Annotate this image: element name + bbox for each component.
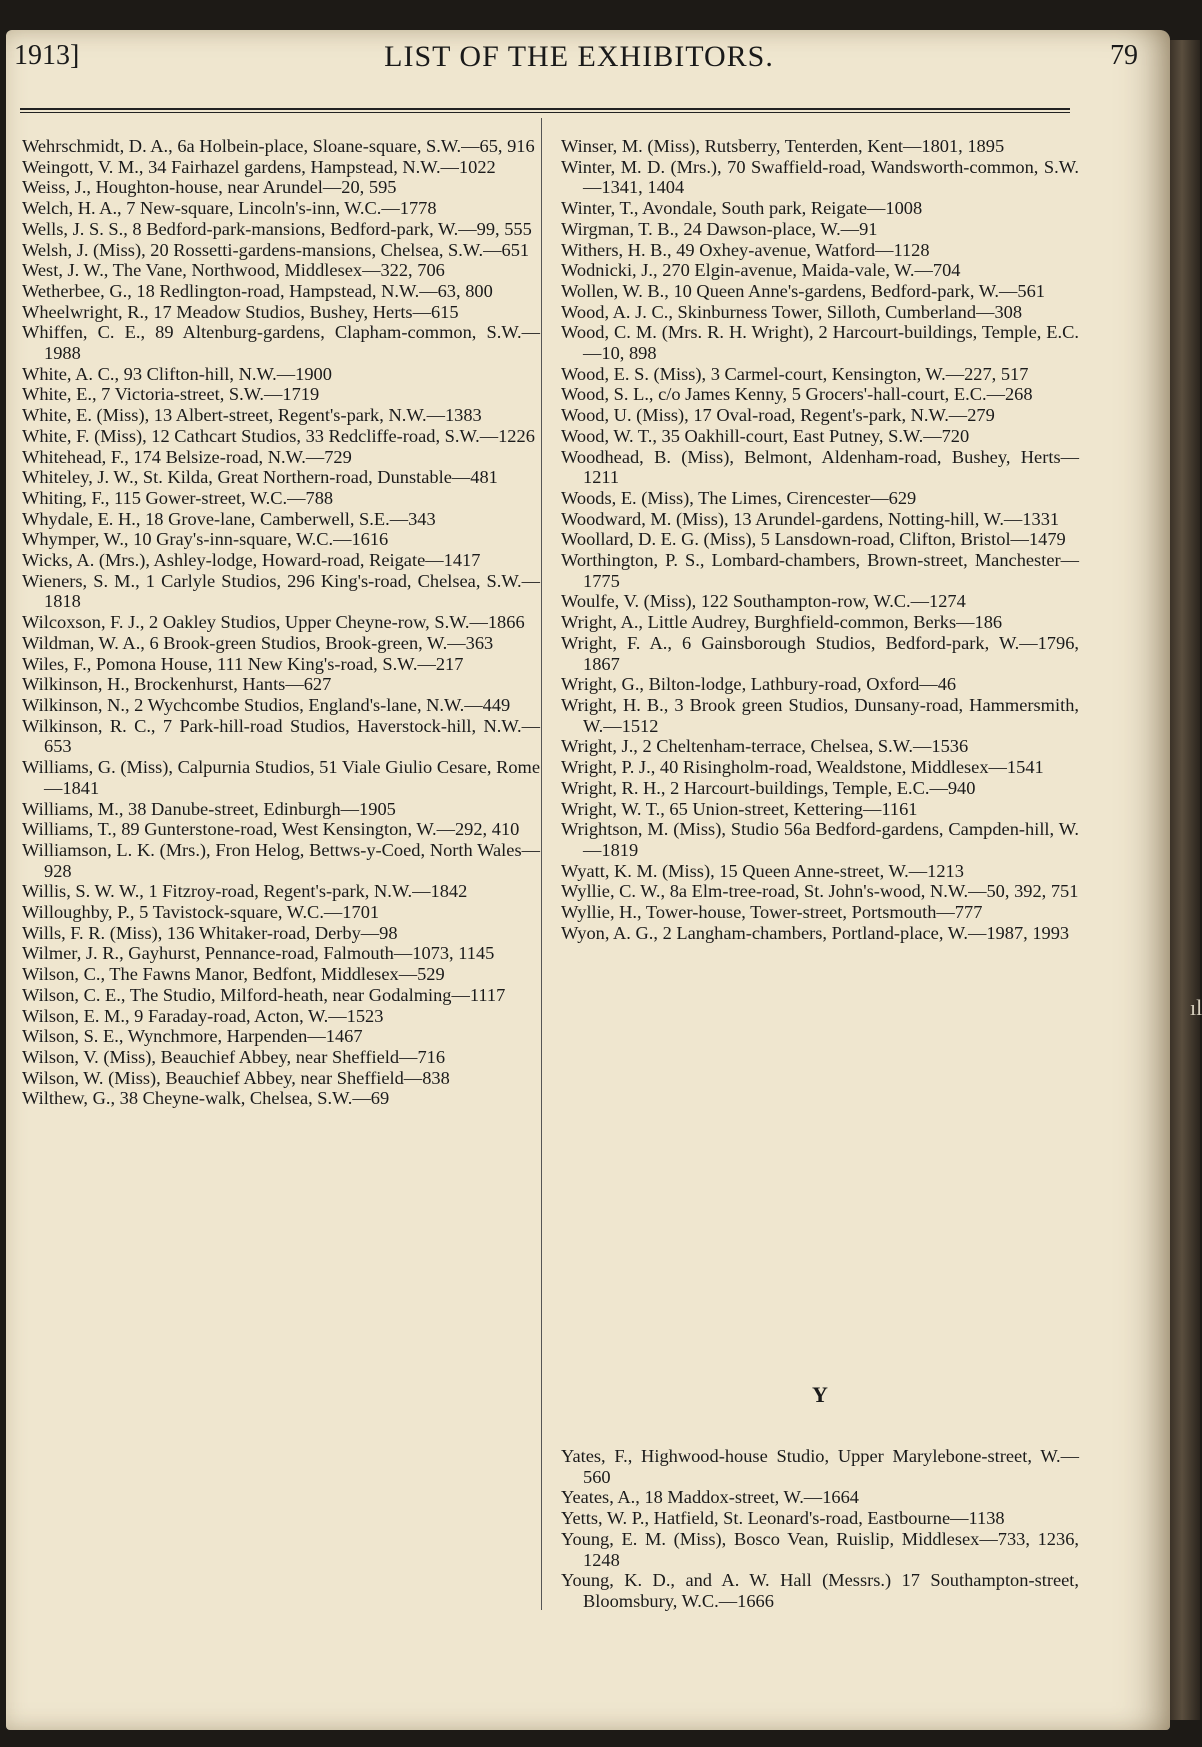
exhibitor-entry: Wyllie, H., Tower-house, Tower-street, Portsmouth—777	[561, 902, 983, 923]
exhibitor-entry: Wehrschmidt, D. A., 6a Holbein-place, Sloane-square, S.W.—65, 916	[22, 136, 535, 156]
exhibitor-entry: Wyon, A. G., 2 Langham-chambers, Portland-place, W.—1987, 1993	[561, 922, 1070, 943]
exhibitor-entry: Woods, E. (Miss), The Limes, Cirencester—629	[561, 487, 917, 508]
exhibitor-entry: Willis, S. W. W., 1 Fitzroy-road, Regent's-park, N.W.—1842	[22, 881, 468, 902]
exhibitor-entry: Wright, R. H., 2 Harcourt-buildings, Temple, E.C.—940	[561, 777, 976, 798]
exhibitor-entry: Willoughby, P., 5 Tavistock-square, W.C.—1701	[22, 902, 380, 923]
exhibitor-entry: Worthington, P. S., Lombard-chambers, Brown-street, Manchester—1775	[561, 550, 1079, 591]
exhibitor-entry: White, F. (Miss), 12 Cathcart Studios, 33 Redcliffe-road, S.W.—1226	[22, 425, 535, 446]
exhibitor-entry: Williams, T., 89 Gunterstone-road, West Kensington, W.—292, 410	[22, 819, 520, 840]
exhibitor-entry: Wilson, E. M., 9 Faraday-road, Acton, W.—1523	[22, 1005, 384, 1026]
exhibitor-entry: Woodward, M. (Miss), 13 Arundel-gardens, Notting-hill, W.—1331	[561, 508, 1060, 529]
exhibitor-entry: Wood, A. J. C., Skinburness Tower, Silloth, Cumberland—308	[561, 301, 1023, 322]
exhibitor-entry: Wyllie, C. W., 8a Elm-tree-road, St. John's-wood, N.W.—50, 392, 751	[561, 881, 1079, 902]
header-rule-thick	[20, 108, 1070, 110]
exhibitor-entry: Young, K. D., and A. W. Hall (Messrs.) 17 Southampton-street, Bloomsbury, W.C.—1666	[561, 1570, 1079, 1611]
exhibitor-entry: Wright, H. B., 3 Brook green Studios, Dunsany-road, Hammersmith, W.—1512	[561, 694, 1079, 736]
column-divider	[541, 118, 542, 1610]
exhibitor-entry: Williamson, L. K. (Mrs.), Fron Helog, Bettws-y-Coed, North Wales—928	[22, 839, 540, 881]
exhibitor-entry: Whitehead, F., 174 Belsize-road, N.W.—729	[22, 446, 352, 467]
page-number: 79	[1110, 40, 1138, 71]
exhibitor-entry: Wicks, A. (Mrs.), Ashley-lodge, Howard-road, Reigate—1417	[22, 550, 481, 571]
exhibitor-entry: Woulfe, V. (Miss), 122 Southampton-row, W.C.—1274	[561, 591, 966, 612]
exhibitor-entry: Wells, J. S. S., 8 Bedford-park-mansions, Bedford-park, W.—99, 555	[22, 218, 532, 239]
exhibitor-entry: Weiss, J., Houghton-house, near Arundel—20, 595	[22, 177, 397, 198]
section-heading-y: Y	[812, 1382, 828, 1407]
exhibitor-entry: Winter, T., Avondale, South park, Reigate—1008	[561, 198, 923, 219]
header-rule-thin	[20, 112, 1070, 113]
exhibitor-entry: Wilson, C., The Fawns Manor, Bedfont, Middlesex—529	[22, 964, 445, 985]
exhibitor-entry: Wilcoxson, F. J., 2 Oakley Studios, Upper Cheyne-row, S.W.—1866	[22, 612, 525, 633]
exhibitor-entry: Whymper, W., 10 Gray's-inn-square, W.C.—1616	[22, 529, 389, 550]
left-column	[22, 136, 540, 1109]
exhibitor-entry: White, E. (Miss), 13 Albert-street, Regent's-park, N.W.—1383	[22, 405, 482, 426]
exhibitor-entry: Wilson, V. (Miss), Beauchief Abbey, near Sheffield—716	[22, 1046, 446, 1067]
exhibitor-entry: Welsh, J. (Miss), 20 Rossetti-gardens-mansions, Chelsea, S.W.—651	[22, 239, 530, 260]
header-year: 1913]	[14, 40, 80, 71]
exhibitor-entry: Wirgman, T. B., 24 Dawson-place, W.—91	[561, 218, 878, 239]
exhibitor-entry: White, A. C., 93 Clifton-hill, N.W.—1900	[22, 363, 332, 384]
exhibitor-entry: Wheelwright, R., 17 Meadow Studios, Bushey, Herts—615	[22, 301, 459, 322]
margin-mark: ıl	[1190, 995, 1202, 1020]
exhibitor-entry: Winter, M. D. (Mrs.), 70 Swaffield-road, Wandsworth-common, S.W.—1341, 1404	[561, 156, 1079, 198]
page-title: LIST OF THE EXHIBITORS.	[384, 40, 774, 73]
exhibitor-entry: Wilson, W. (Miss), Beauchief Abbey, near Sheffield—838	[22, 1067, 450, 1088]
exhibitor-entry: Wood, S. L., c/o James Kenny, 5 Grocers'-hall-court, E.C.—268	[561, 384, 1033, 405]
exhibitor-entry: Wieners, S. M., 1 Carlyle Studios, 296 King's-road, Chelsea, S.W.—1818	[22, 570, 540, 612]
exhibitor-entry: Williams, M., 38 Danube-street, Edinburgh—1905	[22, 798, 396, 819]
right-column	[561, 136, 1079, 943]
exhibitor-entry: Wright, G., Bilton-lodge, Lathbury-road, Oxford—46	[561, 674, 957, 695]
exhibitor-entry: Welch, H. A., 7 New-square, Lincoln's-inn, W.C.—1778	[22, 198, 437, 219]
exhibitor-entry: White, E., 7 Victoria-street, S.W.—1719	[22, 384, 320, 405]
exhibitor-entry: Wright, J., 2 Cheltenham-terrace, Chelsea, S.W.—1536	[561, 736, 969, 757]
exhibitor-entry: Wood, E. S. (Miss), 3 Carmel-court, Kensington, W.—227, 517	[561, 363, 1029, 384]
exhibitor-entry: Woollard, D. E. G. (Miss), 5 Lansdown-road, Clifton, Bristol—1479	[561, 529, 1066, 550]
running-head	[14, 40, 1144, 80]
exhibitor-entry: Wrightson, M. (Miss), Studio 56a Bedford-gardens, Campden-hill, W.—1819	[561, 819, 1079, 860]
exhibitor-entry: Wodnicki, J., 270 Elgin-avenue, Maida-vale, W.—704	[561, 260, 961, 281]
exhibitor-entry: Winser, M. (Miss), Rutsberry, Tenterden, Kent—1801, 1895	[561, 136, 1005, 156]
exhibitor-entry: Wood, U. (Miss), 17 Oval-road, Regent's-park, N.W.—279	[561, 405, 995, 426]
exhibitor-entry: Withers, H. B., 49 Oxhey-avenue, Watford—1128	[561, 239, 930, 260]
exhibitor-entry: Wollen, W. B., 10 Queen Anne's-gardens, Bedford-park, W.—561	[561, 280, 1045, 301]
exhibitor-entry: Wright, W. T., 65 Union-street, Kettering—1161	[561, 798, 918, 819]
exhibitor-entry: Wilson, C. E., The Studio, Milford-heath, near Godalming—1117	[22, 984, 506, 1005]
exhibitor-entry: Wright, F. A., 6 Gainsborough Studios, Bedford-park, W.—1796, 1867	[561, 632, 1079, 674]
exhibitor-entry: Yeates, A., 18 Maddox-street, W.—1664	[561, 1487, 859, 1508]
exhibitor-entry: Woodhead, B. (Miss), Belmont, Aldenham-road, Bushey, Herts—1211	[561, 446, 1079, 488]
exhibitor-entry: Williams, G. (Miss), Calpurnia Studios, 51 Viale Giulio Cesare, Rome—1841	[22, 757, 540, 798]
exhibitor-entry: Whiffen, C. E., 89 Altenburg-gardens, Clapham-common, S.W.—1988	[22, 322, 540, 364]
exhibitor-entry: Wood, W. T., 35 Oakhill-court, East Putney, S.W.—720	[561, 425, 970, 446]
exhibitor-entry: Wildman, W. A., 6 Brook-green Studios, Brook-green, W.—363	[22, 632, 494, 653]
exhibitor-entry: Wilkinson, R. C., 7 Park-hill-road Studios, Haverstock-hill, N.W.—653	[22, 715, 540, 757]
exhibitor-entry: Yates, F., Highwood-house Studio, Upper Marylebone-street, W.—560	[561, 1446, 1079, 1487]
exhibitor-entry: Whiting, F., 115 Gower-street, W.C.—788	[22, 487, 334, 508]
exhibitor-entry: Wilson, S. E., Wynchmore, Harpenden—1467	[22, 1026, 363, 1047]
exhibitor-entry: Wetherbee, G., 18 Redlington-road, Hampstead, N.W.—63, 800	[22, 280, 493, 301]
exhibitor-entry: Wilkinson, H., Brockenhurst, Hants—627	[22, 674, 332, 695]
exhibitor-entry: Whiteley, J. W., St. Kilda, Great Northern-road, Dunstable—481	[22, 467, 498, 488]
exhibitor-entry: Wilkinson, N., 2 Wychcombe Studios, England's-lane, N.W.—449	[22, 694, 511, 715]
exhibitor-entry: Wilthew, G., 38 Cheyne-walk, Chelsea, S.W.—69	[22, 1088, 390, 1109]
exhibitor-entry: West, J. W., The Vane, Northwood, Middlesex—322, 706	[22, 260, 445, 281]
exhibitor-entry: Wyatt, K. M. (Miss), 15 Queen Anne-street, W.—1213	[561, 860, 964, 881]
exhibitor-entry: Wright, P. J., 40 Risingholm-road, Wealdstone, Middlesex—1541	[561, 757, 1044, 778]
exhibitor-entry: Wills, F. R. (Miss), 136 Whitaker-road, Derby—98	[22, 922, 398, 943]
exhibitor-entry: Wright, A., Little Audrey, Burghfield-common, Berks—186	[561, 612, 1003, 633]
exhibitor-entry: Wood, C. M. (Mrs. R. H. Wright), 2 Harcourt-buildings, Temple, E.C.—10, 898	[561, 322, 1079, 364]
exhibitor-entry: Whydale, E. H., 18 Grove-lane, Camberwell, S.E.—343	[22, 508, 436, 529]
exhibitor-entry: Yetts, W. P., Hatfield, St. Leonard's-road, Eastbourne—1138	[561, 1508, 1005, 1529]
section-y-list	[561, 1446, 1079, 1612]
exhibitor-entry: Weingott, V. M., 34 Fairhazel gardens, Hampstead, N.W.—1022	[22, 156, 496, 177]
exhibitor-entry: Young, E. M. (Miss), Bosco Vean, Ruislip, Middlesex—733, 1236, 1248	[561, 1528, 1079, 1570]
exhibitor-entry: Wilmer, J. R., Gayhurst, Pennance-road, Falmouth—1073, 1145	[22, 943, 495, 964]
exhibitor-entry: Wiles, F., Pomona House, 111 New King's-road, S.W.—217	[22, 653, 464, 674]
book-edge	[1170, 40, 1200, 1720]
